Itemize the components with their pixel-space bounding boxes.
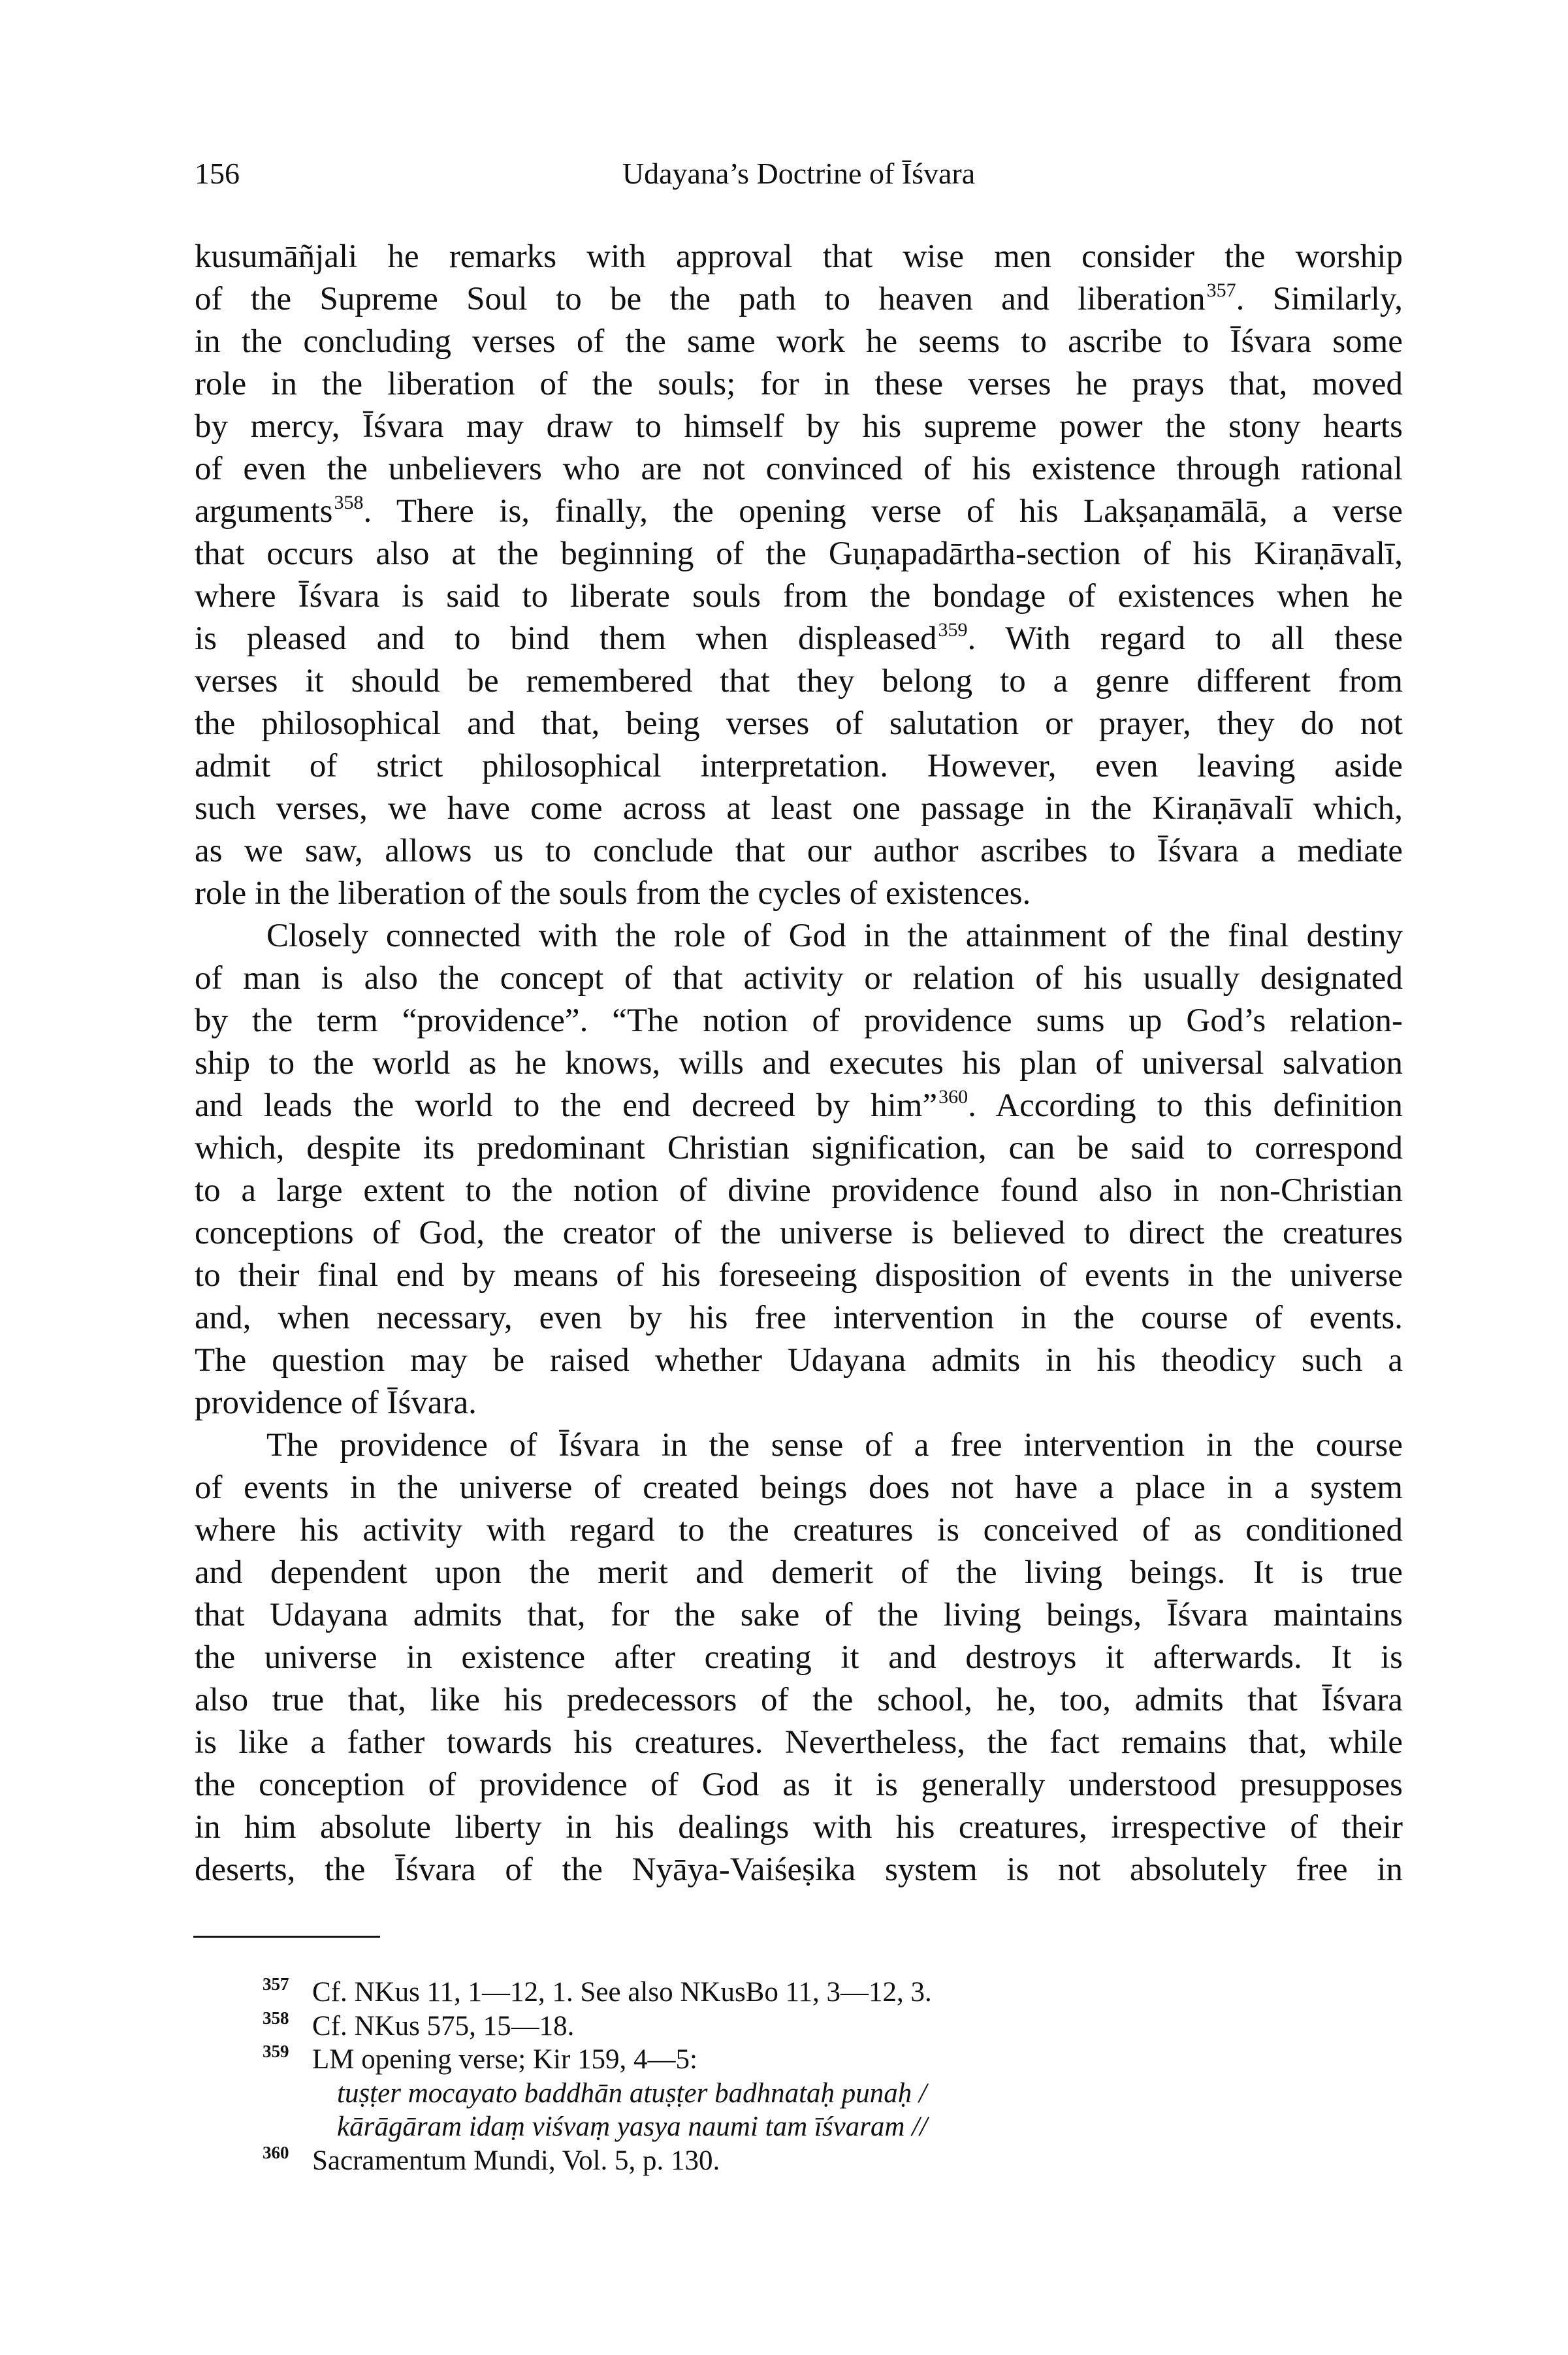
text-line [195, 1849, 1403, 1891]
footnote [195, 2043, 1403, 2077]
footnote-verse-line [195, 2077, 1403, 2111]
line-text: that Udayana admits that, for the sake of the living beings, Īśvara maintains [195, 1597, 1403, 1633]
text-line [195, 1509, 1403, 1552]
line-text: arguments [195, 493, 333, 530]
footnote-number: 360 [263, 2142, 289, 2162]
text-line [195, 363, 1403, 406]
text-line [195, 1127, 1403, 1170]
text-line [195, 406, 1403, 448]
line-text: of even the unbelievers who are not convinced of his existence through rational [195, 451, 1403, 487]
text-line [195, 1212, 1403, 1255]
verse-text: kārāgāram idaṃ viśvaṃ yasya naumi tam īśvaram // [337, 2111, 928, 2142]
line-text: the universe in existence after creating it and destroys it afterwards. It is [195, 1639, 1403, 1676]
text-line [195, 236, 1403, 278]
text-line [195, 1255, 1403, 1297]
line-text: to a large extent to the notion of divine providence found also in non-Christian [195, 1172, 1403, 1209]
footnote-reference[interactable]: 359 [938, 619, 968, 641]
text-line [195, 1085, 1403, 1127]
text-line [195, 490, 1403, 533]
line-text: role in the liberation of the souls from the cycles of existences. [195, 875, 1031, 912]
text-line [195, 1424, 1403, 1467]
text-line [195, 575, 1403, 618]
line-text: The question may be raised whether Udayana admits in his theodicy such a [195, 1342, 1403, 1379]
footnote-divider [193, 1936, 380, 1938]
line-text: where his activity with regard to the creatures is conceived of as conditioned [195, 1512, 1403, 1548]
line-text: verses it should be remembered that they belong to a genre different from [195, 663, 1403, 699]
footnote-reference[interactable]: 357 [1206, 280, 1236, 301]
line-text: which, despite its predominant Christian signification, can be said to correspond [195, 1130, 1403, 1166]
text-line [195, 448, 1403, 490]
line-text: by the term “providence”. “The notion of providence sums up God’s relation- [195, 1002, 1403, 1039]
text-line [195, 703, 1403, 745]
text-line [195, 1170, 1403, 1212]
text-line [195, 1679, 1403, 1722]
line-text: kusumāñjali he remarks with approval that wise men consider the worship [195, 238, 1403, 275]
footnote-number: 357 [263, 1974, 289, 1994]
line-text: of man is also the concept of that activity or relation of his usually designated [195, 960, 1403, 997]
verse-text: tuṣṭer mocayato baddhān atuṣṭer badhnataḥ punaḥ / [337, 2077, 927, 2109]
line-text: deserts, the Īśvara of the Nyāya-Vaiśeṣika system is not absolutely free in [195, 1851, 1403, 1888]
text-line [195, 1297, 1403, 1339]
footnote-reference[interactable]: 360 [938, 1086, 968, 1108]
text-line [195, 1339, 1403, 1382]
text-line [195, 618, 1403, 660]
line-text: such verses, we have come across at least one passage in the Kiraṇāvalī which, [195, 790, 1403, 827]
line-text: where Īśvara is said to liberate souls from the bondage of existences when he [195, 578, 1403, 615]
text-line [195, 1722, 1403, 1764]
line-text: . According to this definition [968, 1087, 1403, 1124]
line-text: and dependent upon the merit and demerit of the living beings. It is true [195, 1554, 1403, 1591]
footnote-text: Sacramentum Mundi, Vol. 5, p. 130. [312, 2145, 720, 2176]
line-text: admit of strict philosophical interpretation. However, even leaving aside [195, 748, 1403, 784]
line-text: and leads the world to the end decreed by him” [195, 1087, 938, 1124]
line-text: and, when necessary, even by his free intervention in the course of events. [195, 1300, 1403, 1336]
line-text: is like a father towards his creatures. Nevertheless, the fact remains that, while [195, 1724, 1403, 1761]
text-line [195, 873, 1403, 915]
footnote [195, 2144, 1403, 2178]
footnote-reference[interactable]: 358 [334, 492, 364, 513]
text-line [195, 957, 1403, 1000]
line-text: by mercy, Īśvara may draw to himself by his supreme power the stony hearts [195, 408, 1403, 445]
line-text: of the Supreme Soul to be the path to heaven and liberation [195, 281, 1206, 317]
text-line [195, 1806, 1403, 1849]
text-line [195, 1637, 1403, 1679]
line-text: in the concluding verses of the same work he seems to ascribe to Īśvara some [195, 323, 1403, 360]
text-line [195, 1594, 1403, 1637]
text-line [195, 660, 1403, 703]
line-text: conceptions of God, the creator of the universe is believed to direct the creatures [195, 1215, 1403, 1251]
text-line [195, 788, 1403, 830]
footnote-number: 358 [263, 2008, 289, 2028]
line-text: also true that, like his predecessors of the school, he, too, admits that Īśvara [195, 1682, 1403, 1718]
line-text: role in the liberation of the souls; for in these verses he prays that, moved [195, 366, 1403, 402]
text-line [195, 1382, 1403, 1424]
text-line [195, 745, 1403, 788]
line-text: in him absolute liberty in his dealings with his creatures, irrespective of their [195, 1809, 1403, 1846]
text-line [195, 915, 1403, 957]
text-line [195, 1467, 1403, 1509]
footnote-text: Cf. NKus 11, 1—12, 1. See also NKusBo 11, 3—12, 3. [312, 1977, 932, 2008]
line-text: that occurs also at the beginning of the Guṇapadārtha-section of his Kiraṇāvalī, [195, 536, 1403, 572]
line-text: providence of Īśvara. [195, 1385, 477, 1421]
body-text [195, 236, 1403, 1891]
footnote [195, 1976, 1403, 2010]
line-text: to their final end by means of his foreseeing disposition of events in the universe [195, 1257, 1403, 1294]
page-number: 156 [195, 157, 240, 190]
line-text: . With regard to all these [967, 620, 1403, 657]
footnote-text: LM opening verse; Kir 159, 4—5: [312, 2044, 697, 2075]
line-text: . There is, finally, the opening verse of his Lakṣaṇamālā, a verse [363, 493, 1403, 530]
text-line [195, 1000, 1403, 1042]
footnote [195, 2010, 1403, 2043]
text-line [195, 1042, 1403, 1085]
footnote-verse-line [195, 2110, 1403, 2144]
line-text: The providence of Īśvara in the sense of a free intervention in the course [266, 1427, 1403, 1464]
line-text: the conception of providence of God as it is generally understood presupposes [195, 1767, 1403, 1803]
line-text: Closely connected with the role of God in the attainment of the final destiny [266, 918, 1403, 954]
line-text: the philosophical and that, being verses of salutation or prayer, they do not [195, 705, 1403, 742]
text-line [195, 1764, 1403, 1806]
running-title: Udayana’s Doctrine of Īśvara [622, 157, 976, 190]
line-text: of events in the universe of created beings does not have a place in a system [195, 1469, 1403, 1506]
line-text: as we saw, allows us to conclude that our author ascribes to Īśvara a mediate [195, 833, 1403, 869]
footnotes [195, 1976, 1403, 2177]
footnote-text: Cf. NKus 575, 15—18. [312, 2010, 575, 2042]
text-line [195, 321, 1403, 363]
text-line [195, 1552, 1403, 1594]
text-line [195, 278, 1403, 321]
footnote-number: 359 [263, 2042, 289, 2061]
text-line [195, 533, 1403, 575]
running-head [195, 154, 1403, 193]
line-text: . Similarly, [1236, 281, 1403, 317]
line-text: is pleased and to bind them when displeased [195, 620, 937, 657]
line-text: ship to the world as he knows, wills and executes his plan of universal salvation [195, 1045, 1403, 1081]
text-line [195, 830, 1403, 873]
